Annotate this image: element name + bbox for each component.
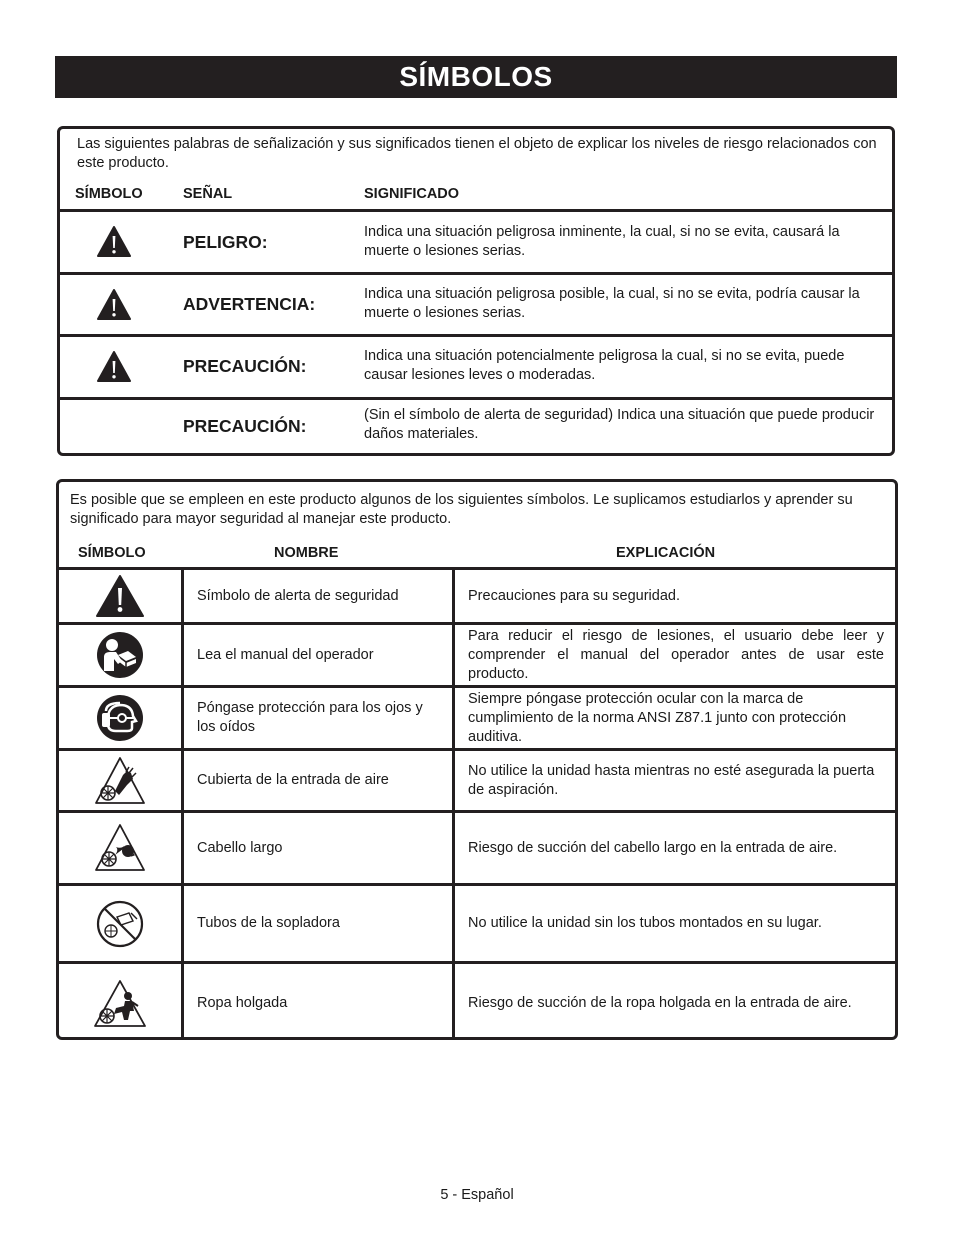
- header-meaning: SIGNIFICADO: [364, 186, 460, 202]
- symbol-explanation: Riesgo de succión del cabello largo en la entrada de aire.: [468, 839, 838, 856]
- symbol-explanation: Riesgo de succión de la ropa holgada en la entrada de aire.: [468, 995, 852, 1011]
- signal-row-precaucion-no-symbol: [60, 397, 892, 456]
- table-row: [59, 685, 895, 748]
- symbol-name: Lea el manual del operador: [184, 625, 455, 685]
- signal-meaning: Indica una situación peligrosa posible, la cual, si no se evita, podría causar la muerte o lesiones serias.: [364, 286, 860, 321]
- safety-alert-icon: [95, 574, 145, 618]
- table-row: [59, 567, 895, 622]
- signal-row-advertencia: [60, 272, 892, 334]
- signal-word: PELIGRO:: [183, 232, 268, 252]
- symbols-panel: [56, 479, 898, 1040]
- signal-meaning: Indica una situación potencialmente peligrosa la cual, si no se evita, puede causar lesiones leves o moderadas.: [364, 348, 845, 383]
- symbol-name: Póngase protección para los ojos y los oídos: [184, 688, 455, 748]
- signal-row-precaucion: [60, 334, 892, 397]
- header-signal: SEÑAL: [183, 186, 233, 202]
- header-name: NOMBRE: [274, 545, 339, 561]
- safety-alert-triangle-icon: [96, 350, 132, 383]
- header-symbol: SÍMBOLO: [75, 186, 143, 202]
- signal-intro: Las siguientes palabras de señalización y sus significados tienen el objeto de explicar los niveles de riesgo relacionados con este producto.: [77, 136, 877, 171]
- table-row: [59, 748, 895, 810]
- safety-alert-triangle-icon: [96, 225, 132, 258]
- signal-word: PRECAUCIÓN:: [183, 356, 307, 376]
- page-title: SÍMBOLOS: [55, 56, 897, 98]
- safety-alert-triangle-icon: [96, 288, 132, 321]
- symbol-name: Cabello largo: [184, 813, 455, 883]
- signal-word: PRECAUCIÓN:: [183, 416, 307, 436]
- eye-ear-protection-icon: [96, 694, 144, 742]
- signal-meaning: Indica una situación peligrosa inminente, la cual, si no se evita, causará la muerte o lesiones serias.: [364, 224, 840, 259]
- signal-words-panel: [57, 126, 895, 456]
- long-hair-icon: [93, 822, 147, 874]
- symbols-intro: Es posible que se empleen en este producto algunos de los siguientes símbolos. Le suplicamos estudiarlos y aprender su significado para mayor seguridad al manejar este producto.: [70, 492, 853, 527]
- symbol-name: Tubos de la sopladora: [184, 886, 455, 961]
- read-manual-icon: [96, 631, 144, 679]
- table-row: [59, 961, 895, 1040]
- symbol-explanation: No utilice la unidad sin los tubos montados en su lugar.: [468, 915, 822, 931]
- table-row: [59, 810, 895, 883]
- loose-clothing-icon: [92, 978, 148, 1030]
- symbol-explanation: Siempre póngase protección ocular con la marca de cumplimiento de la norma ANSI Z87.1 junto con protección auditiva.: [468, 690, 847, 745]
- table-row: [59, 883, 895, 961]
- symbol-name: Cubierta de la entrada de aire: [184, 751, 455, 810]
- symbol-name: Símbolo de alerta de seguridad: [184, 570, 455, 622]
- page-footer: 5 - Español: [440, 1187, 514, 1203]
- header-symbol: SÍMBOLO: [78, 545, 146, 561]
- symbol-explanation: Para reducir el riesgo de lesiones, el usuario debe leer y comprender el manual del operador antes de usar este producto.: [468, 627, 884, 682]
- signal-row-peligro: [60, 209, 892, 272]
- symbol-name: Ropa holgada: [184, 964, 455, 1040]
- signal-word: ADVERTENCIA:: [183, 294, 316, 314]
- blower-tubes-icon: [95, 899, 145, 949]
- signal-meaning: (Sin el símbolo de alerta de seguridad) Indica una situación que puede producir daños materiales.: [364, 407, 875, 442]
- air-inlet-cover-icon: [93, 755, 147, 807]
- header-explanation: EXPLICACIÓN: [616, 545, 716, 561]
- table-row: [59, 622, 895, 685]
- symbol-explanation: No utilice la unidad hasta mientras no esté asegurada la puerta de aspiración.: [468, 762, 875, 798]
- symbol-explanation: Precauciones para su seguridad.: [468, 587, 680, 604]
